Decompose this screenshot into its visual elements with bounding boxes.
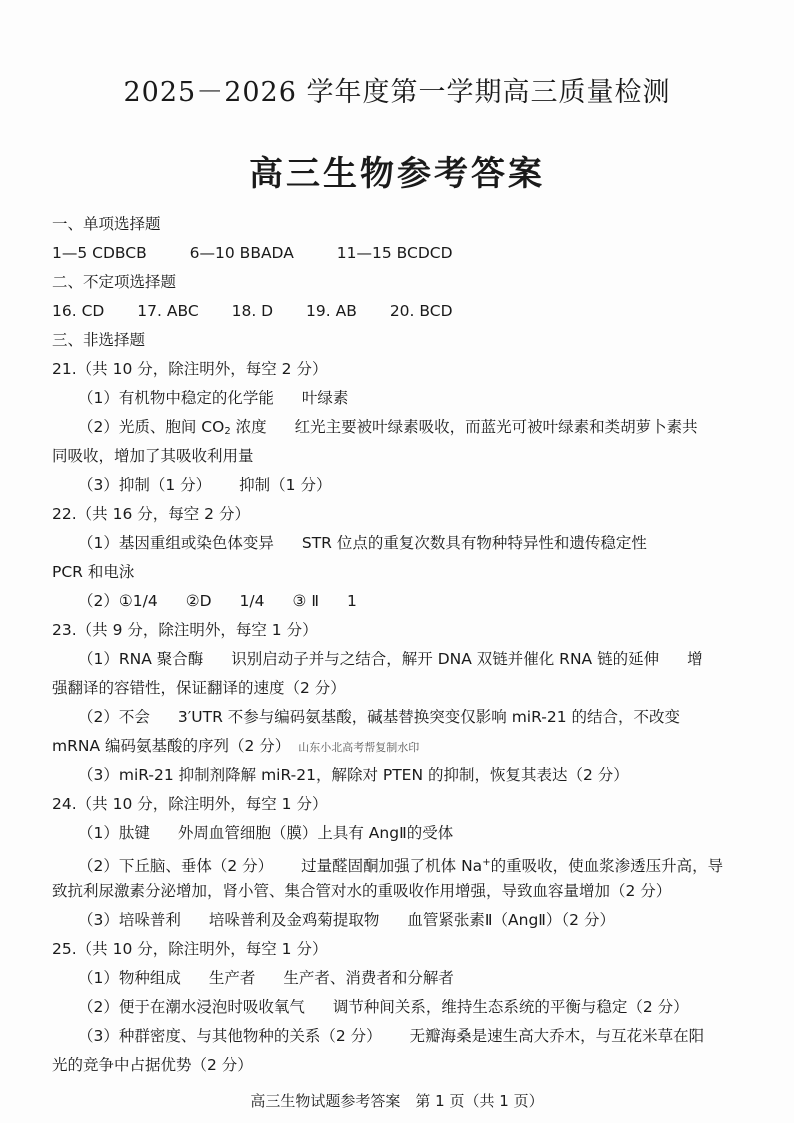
- single-choice-answers: [52, 239, 752, 268]
- answer-item: 18. D: [231, 302, 274, 320]
- answer-text: （2）便于在潮水浸泡时吸收氧气: [78, 998, 305, 1016]
- answer-text: （2）不会: [78, 708, 150, 726]
- q25-line-1: [52, 964, 752, 993]
- answer-text: 外周血管细胞（膜）上具有 AngⅡ的受体: [177, 824, 454, 842]
- answer-text: （3）培哚普利: [78, 911, 181, 929]
- answer-text: 增: [687, 650, 703, 668]
- answer-text: （3）种群密度、与其他物种的关系（2 分）: [78, 1027, 382, 1045]
- q22-line-2: [52, 587, 752, 616]
- answer-text: （3）抑制（1 分）: [78, 476, 212, 494]
- q24-header: 24.（共 10 分，除注明外，每空 1 分）: [52, 795, 328, 813]
- answer-content: [52, 210, 752, 1080]
- answer-text: 3′UTR 不参与编码氨基酸，碱基替换突变仅影响 miR-21 的结合，不改变: [177, 708, 680, 726]
- q23-line-1-cont: 强翻译的容错性，保证翻译的速度（2 分）: [52, 679, 346, 697]
- q22-header: 22.（共 16 分，每空 2 分）: [52, 505, 250, 523]
- subscript: 2: [224, 426, 231, 437]
- q22-line-1: [52, 529, 752, 558]
- q25-header: 25.（共 10 分，除注明外，每空 1 分）: [52, 940, 328, 958]
- section-heading-multi-choice: 二、不定项选择题: [52, 273, 177, 291]
- answer-text: 红光主要被叶绿素吸收，而蓝光可被叶绿素和类胡萝卜素共: [294, 418, 698, 436]
- watermark-text: 山东小北高考帮复制水印: [298, 741, 420, 754]
- q25-line-3-cont: 光的竞争中占据优势（2 分）: [52, 1056, 253, 1074]
- answer-text: ③ Ⅱ: [292, 592, 319, 610]
- page-footer: 高三生物试题参考答案 第 1 页（共 1 页）: [250, 1092, 544, 1110]
- answer-item: 16. CD: [52, 302, 105, 320]
- q21-line-1: [52, 384, 752, 413]
- answer-text: 叶绿素: [301, 389, 349, 407]
- answer-text: 生产者: [208, 969, 256, 987]
- superscript: +: [482, 857, 491, 868]
- multi-choice-answers: [52, 297, 752, 326]
- answer-text: 1: [346, 592, 357, 610]
- answer-text: 培哚普利及金鸡菊提取物: [208, 911, 380, 929]
- q21-line-3: [52, 471, 752, 500]
- answer-text: ②D: [185, 592, 212, 610]
- answer-text: 抑制（1 分）: [239, 476, 332, 494]
- answer-text: （1）肽键: [78, 824, 150, 842]
- q21-header: 21.（共 10 分，除注明外，每空 2 分）: [52, 360, 328, 378]
- answer-group: 11—15 BCDCD: [336, 244, 453, 262]
- section-heading-non-choice: 三、非选择题: [52, 331, 146, 349]
- q24-line-2: [52, 848, 752, 877]
- document-subtitle: 高三生物参考答案: [249, 154, 545, 194]
- answer-text: 的重吸收，使血浆渗透压升高，导: [490, 857, 724, 875]
- q25-line-3: [52, 1022, 752, 1051]
- answer-text: STR 位点的重复次数具有物种特异性和遗传稳定性: [301, 534, 647, 552]
- answer-text: （2）①1/4: [78, 592, 158, 610]
- q23-header: 23.（共 9 分，除注明外，每空 1 分）: [52, 621, 318, 639]
- section-heading-single-choice: 一、单项选择题: [52, 215, 161, 233]
- answer-item: 17. ABC: [137, 302, 199, 320]
- q24-line-3: [52, 906, 752, 935]
- answer-group: 6—10 BBADA: [189, 244, 294, 262]
- answer-text: （1）RNA 聚合酶: [78, 650, 204, 668]
- answer-text: 浓度: [230, 418, 267, 436]
- answer-text: （2）下丘脑、垂体（2 分）: [78, 857, 274, 875]
- q25-line-2: [52, 993, 752, 1022]
- q24-line-1: [52, 819, 752, 848]
- answer-text: （1）物种组成: [78, 969, 181, 987]
- q23-line-1: [52, 645, 752, 674]
- answer-text: 1/4: [239, 592, 265, 610]
- answer-text: 过量醛固酮加强了机体 Na: [301, 857, 483, 875]
- answer-item: 19. AB: [306, 302, 357, 320]
- q22-line-1-cont: PCR 和电泳: [52, 563, 135, 581]
- q23-line-3: （3）miR-21 抑制剂降解 miR-21，解除对 PTEN 的抑制，恢复其表达（2 分）: [78, 766, 629, 784]
- q24-line-2-cont: 致抗利尿激素分泌增加，肾小管、集合管对水的重吸收作用增强，导致血容量增加（2 分）: [52, 882, 672, 900]
- answer-text: mRNA 编码氨基酸的序列（2 分）: [52, 737, 291, 755]
- answer-group: 1—5 CDBCB: [52, 244, 147, 262]
- q23-line-2: [52, 703, 752, 732]
- q21-line-2: [52, 413, 752, 442]
- answer-text: 无瓣海桑是速生高大乔木，与互花米草在阳: [409, 1027, 705, 1045]
- answer-text: （2）光质、胞间 CO: [78, 418, 225, 436]
- answer-text: 识别启动子并与之结合，解开 DNA 双链并催化 RNA 链的延伸: [231, 650, 660, 668]
- document-title: 2025－2026 学年度第一学期高三质量检测: [123, 77, 671, 108]
- answer-text: 生产者、消费者和分解者: [283, 969, 454, 987]
- answer-text: 调节种间关系，维持生态系统的平衡与稳定（2 分）: [332, 998, 689, 1016]
- q23-line-2-cont: [52, 732, 752, 761]
- q21-line-2-cont: 同吸收，增加了其吸收利用量: [52, 447, 254, 465]
- answer-text: （1）基因重组或染色体变异: [78, 534, 274, 552]
- answer-item: 20. BCD: [389, 302, 453, 320]
- answer-text: 血管紧张素Ⅱ（AngⅡ）（2 分）: [407, 911, 615, 929]
- answer-text: （1）有机物中稳定的化学能: [78, 389, 274, 407]
